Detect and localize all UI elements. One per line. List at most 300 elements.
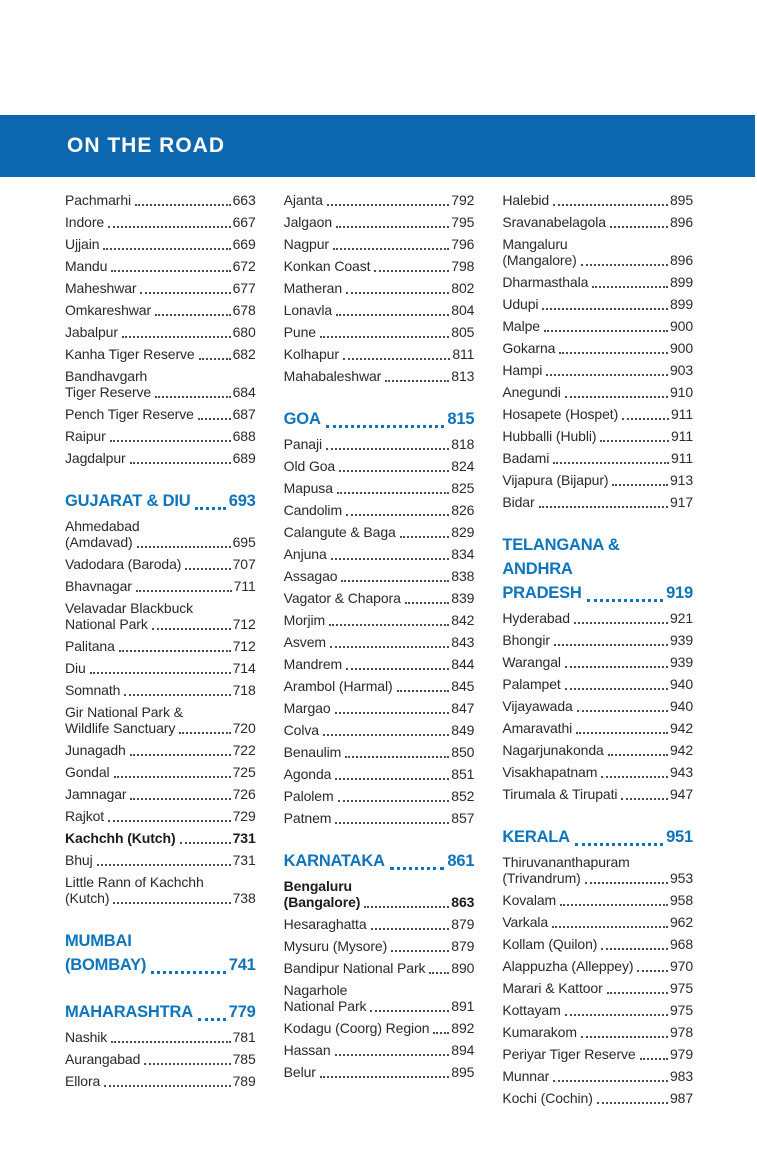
toc-entry [284, 236, 475, 252]
dot-leader [144, 1063, 230, 1065]
entry-label: Pune [283, 324, 316, 340]
dot-leader [554, 644, 668, 646]
entry-label: Kolhapur [283, 346, 339, 362]
entry-label-line1: Little Rann of Kachchh [65, 874, 204, 890]
toc-entry [284, 214, 475, 230]
toc-entry [502, 296, 693, 312]
page-number: 714 [232, 660, 256, 676]
page-number: 975 [669, 980, 694, 996]
page-number: 711 [233, 578, 256, 594]
dot-leader [553, 462, 669, 464]
toc-entry [65, 346, 256, 362]
section-heading [65, 929, 256, 977]
dot-leader [346, 514, 449, 516]
page-number: 968 [669, 936, 694, 952]
dot-leader [111, 1041, 230, 1043]
dot-leader [198, 418, 231, 420]
dot-leader [343, 358, 450, 360]
dot-leader [585, 882, 668, 884]
dot-leader [151, 971, 226, 974]
page-number: 726 [232, 786, 256, 802]
toc-entry [284, 722, 475, 738]
dot-leader [137, 546, 231, 548]
entry-label: Halebid [502, 192, 550, 208]
page-number: 939 [669, 654, 694, 670]
toc-entry [284, 766, 475, 782]
toc-entry [284, 480, 475, 496]
dot-leader [640, 1058, 668, 1060]
page-number: 903 [669, 362, 694, 378]
page-number: 796 [451, 236, 475, 252]
page-number: 825 [451, 480, 475, 496]
page-number: 725 [232, 764, 256, 780]
entry-label-line1: Ahmedabad [65, 518, 140, 534]
page-number: 672 [232, 258, 256, 274]
entry-label: Palampet [502, 676, 561, 692]
page-number: 813 [451, 368, 475, 384]
dot-leader [637, 970, 668, 972]
entry-label: Badami [502, 450, 550, 466]
toc-entry [502, 742, 693, 758]
dot-leader [581, 264, 668, 266]
toc-entry [502, 980, 693, 996]
toc-entry [65, 600, 256, 632]
page-number: 707 [232, 556, 256, 572]
toc-entry [502, 318, 693, 334]
dot-leader [108, 820, 231, 822]
entry-label: Old Goa [283, 458, 336, 474]
dot-leader [576, 732, 668, 734]
dot-leader [108, 226, 231, 228]
top-margin [0, 0, 757, 115]
toc-entry [284, 634, 475, 650]
entry-label: GUJARAT & DIU [65, 492, 191, 510]
toc-entry [284, 810, 475, 826]
entry-label: Hesaraghatta [283, 916, 367, 932]
entry-label: Kollam (Quilon) [502, 936, 598, 952]
page-number: 843 [451, 634, 475, 650]
page-number: 826 [451, 502, 475, 518]
page-number: 899 [669, 296, 694, 312]
dot-leader [346, 668, 449, 670]
toc-entry [502, 720, 693, 736]
entry-label: GOA [283, 410, 321, 428]
entry-label: Belur [283, 1064, 316, 1080]
dot-leader [559, 352, 668, 354]
page-number: 678 [232, 302, 256, 318]
entry-label-line1: TELANGANA & ANDHRA [502, 536, 620, 578]
entry-label: Amaravathi [502, 720, 573, 736]
toc-entry [502, 274, 693, 290]
dot-leader [597, 1102, 668, 1104]
entry-label: (Amdavad) [65, 534, 133, 550]
dot-leader [390, 867, 445, 870]
page-title: ON THE ROAD [67, 134, 225, 157]
page-number: 695 [232, 534, 256, 550]
entry-label: Hosapete (Hospet) [502, 406, 619, 422]
dot-leader [565, 688, 668, 690]
page-number: 852 [451, 788, 475, 804]
dot-leader [119, 650, 231, 652]
toc-entry [502, 236, 693, 268]
page-number: 802 [451, 280, 475, 296]
page-number: 688 [232, 428, 256, 444]
dot-leader [124, 694, 230, 696]
entry-label: Omkareshwar [65, 302, 152, 318]
page-number: 942 [669, 720, 694, 736]
entry-label: Bidar [502, 494, 535, 510]
entry-label: Indore [65, 214, 105, 230]
page-number: 845 [451, 678, 475, 694]
dot-leader [335, 1054, 450, 1056]
dot-leader [326, 448, 449, 450]
entry-label: Nagarjunakonda [502, 742, 604, 758]
entry-label: Gondal [65, 764, 110, 780]
dot-leader [140, 292, 230, 294]
section-heading [502, 825, 693, 849]
dot-leader [338, 800, 450, 802]
toc-entry [65, 302, 256, 318]
page-number: 978 [669, 1024, 694, 1040]
dot-leader [335, 778, 449, 780]
page-number: 779 [228, 1003, 256, 1021]
entry-label: Kanha Tiger Reserve [65, 346, 195, 362]
page-number: 792 [451, 192, 475, 208]
page-number: 682 [232, 346, 256, 362]
toc-entry [502, 610, 693, 626]
entry-label: Assagao [283, 568, 338, 584]
entry-label: Hubballi (Hubli) [502, 428, 597, 444]
page-number: 891 [451, 998, 475, 1014]
toc-entry [65, 324, 256, 340]
toc-entry [65, 518, 256, 550]
page-number: 718 [232, 682, 256, 698]
entry-label-line1: Velavadar Blackbuck [65, 600, 194, 616]
toc-entry [65, 638, 256, 654]
toc-entry [65, 192, 256, 208]
toc-entry [502, 1046, 693, 1062]
dot-leader [130, 798, 230, 800]
entry-label: Asvem [283, 634, 326, 650]
entry-label: Morjim [283, 612, 326, 628]
entry-label-line1: Nagarhole [283, 982, 348, 998]
page-number: 951 [666, 828, 694, 846]
toc-entry [284, 192, 475, 208]
toc-column-2 [284, 192, 475, 1112]
page-number: 917 [669, 494, 694, 510]
page-number: 712 [232, 638, 256, 654]
entry-label: Pench Tiger Reserve [65, 406, 194, 422]
page-number: 987 [669, 1090, 694, 1106]
dot-leader [152, 628, 231, 630]
dot-leader [575, 843, 663, 846]
entry-label: Aurangabad [65, 1051, 141, 1067]
toc-entry [502, 472, 693, 488]
dot-leader [553, 204, 668, 206]
toc-entry [502, 494, 693, 510]
entry-label: KERALA [502, 828, 570, 846]
section-heading [65, 489, 256, 513]
toc-entry [502, 632, 693, 648]
entry-label: Malpe [502, 318, 540, 334]
dot-leader [179, 732, 230, 734]
toc-entry [65, 406, 256, 422]
page-number: 804 [451, 302, 475, 318]
dot-leader [111, 270, 230, 272]
toc-entry [502, 958, 693, 974]
page-number: 896 [669, 252, 694, 268]
entry-label: Warangal [502, 654, 561, 670]
page-number: 795 [451, 214, 475, 230]
page-number: 943 [669, 764, 694, 780]
page-number: 805 [451, 324, 475, 340]
page-number: 844 [451, 656, 475, 672]
toc-entry [65, 786, 256, 802]
entry-label: Konkan Coast [283, 258, 371, 274]
entry-label: Periyar Tiger Reserve [502, 1046, 636, 1062]
dot-leader [600, 440, 669, 442]
page-number: 829 [451, 524, 475, 540]
toc-entry [502, 214, 693, 230]
page-number: 824 [451, 458, 475, 474]
toc-entry [502, 384, 693, 400]
dot-leader [577, 710, 668, 712]
toc-entry [65, 830, 256, 846]
entry-label: Dharmasthala [502, 274, 589, 290]
toc-entry [284, 546, 475, 562]
dot-leader [103, 248, 230, 250]
toc-entry [284, 744, 475, 760]
entry-label: (Kutch) [65, 890, 110, 906]
toc-entry [65, 874, 256, 906]
entry-label: Bhongir [502, 632, 550, 648]
dot-leader [565, 666, 668, 668]
entry-label: Munnar [502, 1068, 550, 1084]
dot-leader [621, 798, 668, 800]
entry-label: Ajanta [283, 192, 323, 208]
page-number: 895 [669, 192, 694, 208]
page-number: 689 [232, 450, 256, 466]
toc-entry [284, 916, 475, 932]
toc-entry [65, 1051, 256, 1067]
page-number: 970 [669, 958, 694, 974]
page-number: 663 [232, 192, 256, 208]
entry-label: KARNATAKA [283, 852, 385, 870]
page-number: 729 [232, 808, 256, 824]
entry-label: Kottayam [502, 1002, 561, 1018]
page-number: 677 [232, 280, 256, 296]
dot-leader [565, 1014, 668, 1016]
toc-entry [65, 764, 256, 780]
entry-label: Vijapura (Bijapur) [502, 472, 609, 488]
toc-entry [502, 698, 693, 714]
toc-entry [284, 938, 475, 954]
toc-entry [284, 258, 475, 274]
entry-label: Raipur [65, 428, 106, 444]
toc-entry [65, 742, 256, 758]
dot-leader [122, 336, 231, 338]
entry-label: Candolim [283, 502, 343, 518]
toc-entry [502, 764, 693, 780]
dot-leader [329, 624, 449, 626]
dot-leader [433, 1032, 449, 1034]
entry-label: MAHARASHTRA [65, 1003, 193, 1021]
entry-label: Marari & Kattoor [502, 980, 603, 996]
dot-leader [346, 292, 449, 294]
page-number: 900 [669, 340, 694, 356]
page-number: 979 [669, 1046, 694, 1062]
dot-leader [385, 380, 449, 382]
toc-entry [502, 1068, 693, 1084]
toc-entry [502, 1002, 693, 1018]
page-number: 911 [670, 406, 694, 422]
dot-leader [539, 506, 668, 508]
toc-entry [502, 892, 693, 908]
entry-label: Ellora [65, 1073, 101, 1089]
entry-label: Alappuzha (Alleppey) [502, 958, 634, 974]
page-number: 939 [669, 632, 694, 648]
dot-leader [574, 622, 668, 624]
dot-leader [607, 992, 668, 994]
entry-label-line1: Gir National Park & [65, 704, 183, 720]
toc-entry [65, 660, 256, 676]
page-number: 953 [669, 870, 694, 886]
entry-label: Lonavla [283, 302, 333, 318]
page-number: 680 [232, 324, 256, 340]
page-number: 857 [451, 810, 475, 826]
toc-entry [284, 368, 475, 384]
page-number: 849 [451, 722, 475, 738]
entry-label: Vagator & Chapora [283, 590, 401, 606]
dot-leader [400, 536, 450, 538]
toc-entry [502, 676, 693, 692]
entry-label: Wildlife Sanctuary [65, 720, 176, 736]
toc-entry [65, 258, 256, 274]
page-number: 789 [232, 1073, 256, 1089]
dot-leader [610, 226, 668, 228]
entry-label: Bandipur National Park [283, 960, 426, 976]
toc-entry [284, 1042, 475, 1058]
toc-entry [65, 1073, 256, 1089]
page-number: 879 [451, 916, 475, 932]
toc-entry [284, 1020, 475, 1036]
toc-entry [65, 428, 256, 444]
toc-entry [502, 450, 693, 466]
dot-leader [335, 822, 449, 824]
entry-label: Jamnagar [65, 786, 127, 802]
toc-entry [284, 458, 475, 474]
dot-leader [180, 842, 231, 844]
entry-label: Bhavnagar [65, 578, 132, 594]
page-number: 731 [232, 830, 256, 846]
dot-leader [429, 972, 449, 974]
dot-leader [97, 864, 231, 866]
page-number: 815 [447, 410, 475, 428]
page-number: 911 [670, 450, 694, 466]
dot-leader [587, 599, 663, 602]
toc-entry [284, 302, 475, 318]
dot-leader [104, 1085, 230, 1087]
entry-label: Visakhapatnam [502, 764, 598, 780]
dot-leader [371, 928, 450, 930]
page-number: 693 [228, 492, 256, 510]
entry-label: Jagdalpur [65, 450, 126, 466]
toc-entry [284, 960, 475, 976]
entry-label: Nashik [65, 1029, 108, 1045]
page-number: 921 [669, 610, 694, 626]
page-number: 741 [228, 956, 256, 974]
dot-leader [135, 204, 231, 206]
entry-label: Tiger Reserve [65, 384, 152, 400]
entry-label: Anjuna [283, 546, 327, 562]
entry-label: Benaulim [283, 744, 342, 760]
entry-label: Matheran [283, 280, 343, 296]
entry-label-line1: MUMBAI [65, 932, 132, 950]
page-number: 962 [669, 914, 694, 930]
dot-leader [114, 776, 231, 778]
page-number: 910 [669, 384, 694, 400]
toc-entry [65, 852, 256, 868]
toc-entry [502, 192, 693, 208]
entry-label: Kochi (Cochin) [502, 1090, 593, 1106]
toc-entry [284, 502, 475, 518]
toc-entry [502, 406, 693, 422]
dot-leader [612, 484, 668, 486]
page-number: 895 [451, 1064, 475, 1080]
entry-label: Somnath [65, 682, 121, 698]
page-number: 890 [451, 960, 475, 976]
dot-leader [364, 906, 449, 908]
dot-leader [560, 904, 668, 906]
page-number: 720 [232, 720, 256, 736]
dot-leader [136, 590, 232, 592]
entry-label: Kachchh (Kutch) [65, 830, 176, 846]
dot-leader [622, 418, 669, 420]
toc-entry [284, 612, 475, 628]
toc-entry [284, 878, 475, 910]
dot-leader [335, 712, 450, 714]
toc-entry [65, 214, 256, 230]
toc-entry [502, 340, 693, 356]
entry-label: National Park [65, 616, 148, 632]
entry-label: Hassan [283, 1042, 331, 1058]
page-number: 687 [232, 406, 256, 422]
entry-label: Junagadh [65, 742, 126, 758]
page-number: 911 [670, 428, 694, 444]
page-number: 983 [669, 1068, 694, 1084]
toc-entry [65, 578, 256, 594]
dot-leader [336, 226, 449, 228]
entry-label: Vijayawada [502, 698, 573, 714]
page-number: 896 [669, 214, 694, 230]
entry-label: Mapusa [283, 480, 333, 496]
dot-leader [341, 580, 449, 582]
toc-entry [284, 678, 475, 694]
dot-leader [113, 902, 230, 904]
section-heading [65, 1000, 256, 1024]
entry-label: Maheshwar [65, 280, 137, 296]
entry-label: Udupi [502, 296, 539, 312]
entry-label: Bhuj [65, 852, 93, 868]
entry-label-line1: Bengaluru [283, 878, 352, 894]
dot-leader [331, 558, 450, 560]
page-number: 667 [232, 214, 256, 230]
entry-label: Jabalpur [65, 324, 118, 340]
dot-leader [544, 330, 668, 332]
page-number: 818 [451, 436, 475, 452]
dot-leader [330, 646, 449, 648]
entry-label: Anegundi [502, 384, 561, 400]
